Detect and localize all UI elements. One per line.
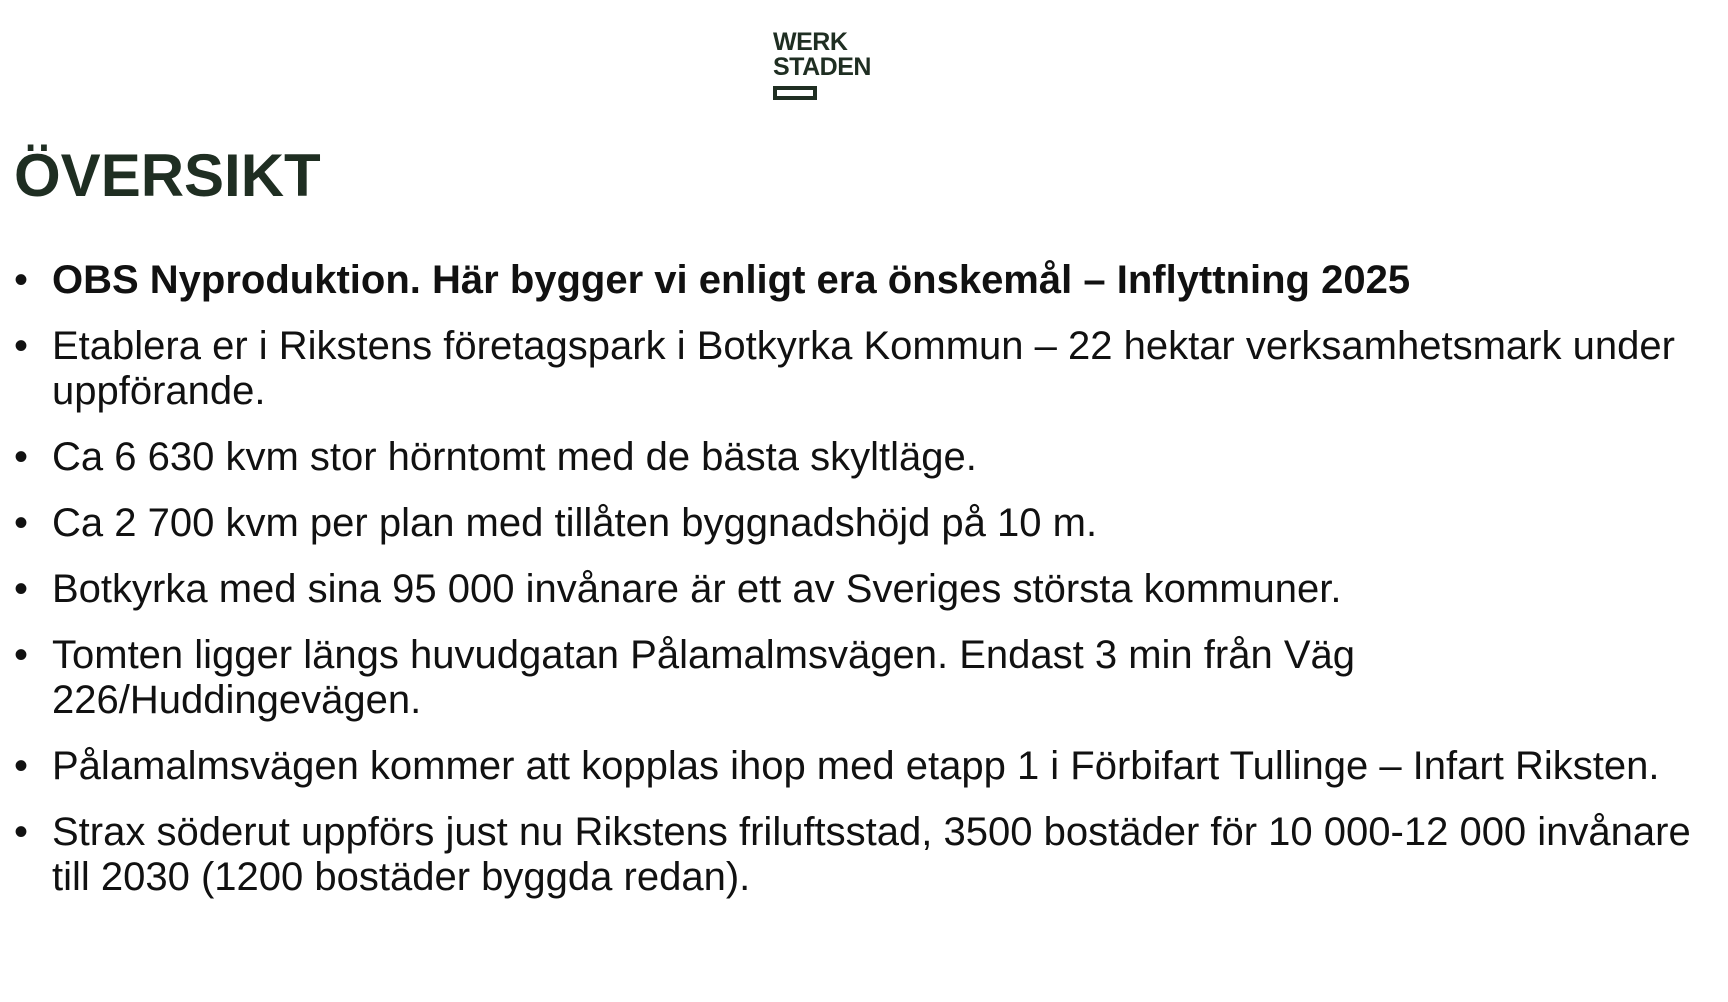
bullet-icon: •: [14, 810, 29, 854]
logo-text-line-2: STADEN: [773, 53, 871, 81]
bullet-text: Ca 6 630 kvm stor hörntomt med de bästa skyltläge.: [52, 435, 977, 479]
bullet-icon: •: [14, 633, 29, 677]
werkstaden-logo: [773, 30, 873, 100]
bullet-icon: •: [14, 435, 29, 479]
bullet-icon: •: [14, 324, 29, 368]
logo-rectangle-mark: [773, 86, 817, 100]
bullet-text: Botkyrka med sina 95 000 invånare är ett av Sveriges största kommuner.: [52, 567, 1342, 611]
bullet-item: [14, 258, 1704, 303]
bullet-text: Pålamalmsvägen kommer att kopplas ihop med etapp 1 i Förbifart Tullinge – Infart Riksten.: [52, 744, 1660, 788]
bullet-icon: •: [14, 567, 29, 611]
page-title: ÖVERSIKT: [14, 142, 321, 209]
bullet-text: Etablera er i Rikstens företagspark i Botkyrka Kommun – 22 hektar verksamhetsmark under uppförande.: [52, 324, 1675, 413]
bullet-text: Tomten ligger längs huvudgatan Pålamalmsvägen. Endast 3 min från Väg 226/Huddingevägen.: [52, 633, 1355, 722]
bullet-icon: •: [14, 744, 29, 788]
bullet-item: [14, 324, 1704, 414]
bullet-list: [14, 258, 1704, 921]
bullet-item: [14, 435, 1704, 480]
bullet-item: [14, 501, 1704, 546]
bullet-text: Strax söderut uppförs just nu Rikstens friluftsstad, 3500 bostäder för 10 000-12 000 invånare till 2030 (1200 bostäder byggda redan).: [52, 810, 1691, 899]
bullet-text: Ca 2 700 kvm per plan med tillåten byggnadshöjd på 10 m.: [52, 501, 1098, 545]
bullet-item: [14, 810, 1704, 900]
bullet-item: [14, 567, 1704, 612]
bullet-icon: •: [14, 501, 29, 545]
bullet-text: OBS Nyproduktion. Här bygger vi enligt era önskemål – Inflyttning 2025: [52, 258, 1411, 302]
bullet-icon: •: [14, 258, 29, 302]
bullet-item: [14, 744, 1704, 789]
logo-text-line-1: WERK: [773, 28, 848, 56]
bullet-item: [14, 633, 1704, 723]
